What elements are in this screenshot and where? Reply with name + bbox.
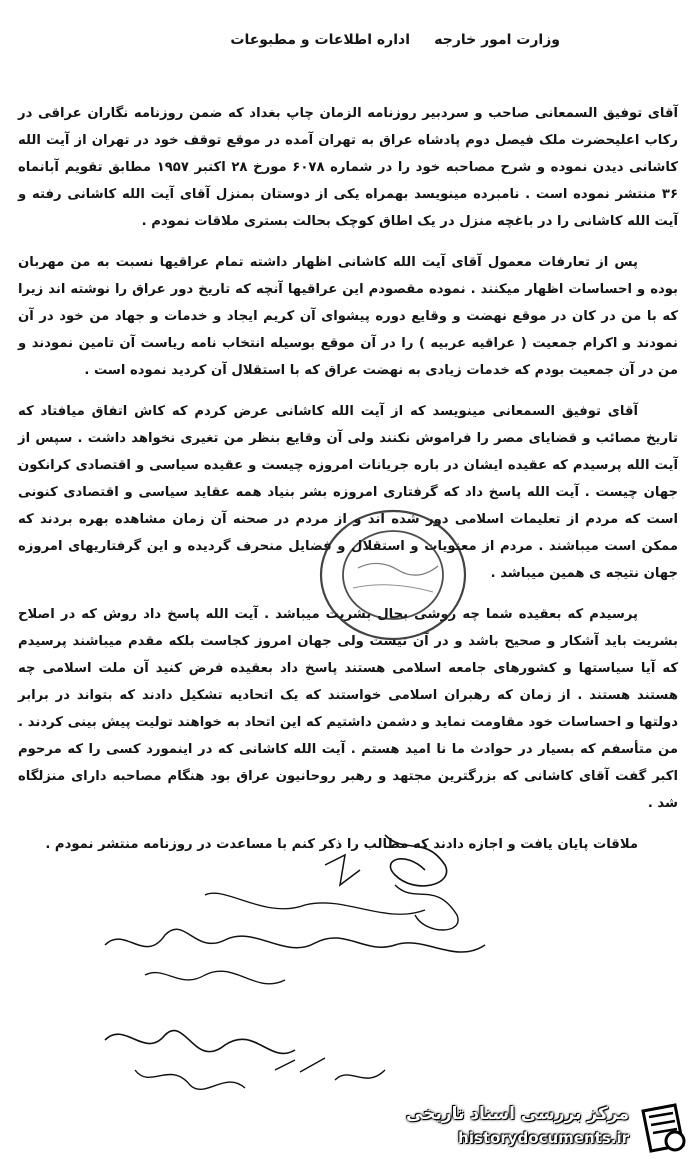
watermark-title: مرکز بررسی اسناد تاریخی <box>406 1104 629 1124</box>
handwritten-annotation <box>95 1010 395 1100</box>
watermark-site: historydocuments.ir <box>458 1129 629 1147</box>
paragraph-3: آقای توفیق السمعانی مینویسد که از آیت الله کاشانی عرض کردم که کاش اتفاق میافتاد که تاریخ مصائب و قضایای مصر را فراموش نکنند ولی آن وقایع بنظر من تغیری نخواهد داشت . سپس از آیت الله پرسیدم که عقیده ایشان در باره جریانات امروزه چیست و عقیده سیاسی و اقتصادی کرانکون جهان چیست . آیت الله پاسخ داد که گرفتاری امروزه بشر بنیاد همه عقاید سیاسی و اقتصادی کنونی است که مردم از تعلیمات اسلامی دور شده اند و از مردم در صحنه آن زمان مشاهده بهره بردند که ممکن است میباشند . مردم از معنویات و استقلال و فضایل منحرف گردیده و این گرفتاریهای امروزه جهان نتیجه ی همین میباشد . <box>18 404 678 581</box>
round-stamp <box>318 508 468 643</box>
paragraph-1: آقای توفیق السمعانی صاحب و سردبیر روزنامه الزمان چاپ بغداد که ضمن روزنامه نگاران عراقی در رکاب اعلیحضرت ملک فیصل دوم پادشاه عراق به تهران آمده در موقع توقف خود در تهران از آیت الله کاشانی دیدن نموده و شرح مصاحبه خود را در شماره ۶۰۷۸ مورخ ۲۸ اکتبر ۱۹۵۷ مطابق تقویم آبانماه ۳۶ منتشر نموده است . نامبرده مینویسد بهمراه یکی از دوستان بمنزل آقای آیت الله کاشانی رفته و آیت الله کاشانی را در باغچه منزل در یک اطاق کوچک بحالت بستری ملاقات نمودم . <box>18 106 678 229</box>
paragraph-2: پس از تعارفات معمول آقای آیت الله کاشانی اظهار داشته تمام عراقیها نسبت به من مهربان بوده و احساسات اظهار میکنند . نموده مقصودم این عراقیها آنچه که تاریخ دور عراق را نوشته اند زیرا که با من در کان در موقع نهضت و وقایع دوره پیشوای آن کریم ایجاد و خدمات و جهاد من خود در آن نمودند و اکرام جمعیت ( عراقیه عربیه ) را در آن موقع بوسیله انتخاب نامه ریاست آن تامین نمودند و من در آن جمعیت بودم که خدمات زیادی به نهضت عراق که با استقلال آن کردید نموده است . <box>18 255 678 378</box>
letter-body <box>18 100 678 872</box>
letterhead <box>180 32 560 62</box>
paragraph-4: پرسیدم که بعقیده شما چه روشی بحال بشریت میباشد . آیت الله پاسخ داد روش که در اصلاح بشریت باید آشکار و صحیح باشد و در آن نیست ولی جهان امروز کجاست بلکه مقدم میباشند پرسیدم که آیا سیاستها و کشورهای جامعه اسلامی هستند پاسخ داد بعقیده فرض کنید آن ملت اسلامی چه هستند هستند . از زمان که رهبران اسلامی خواستند که یک اتحادیه تشکیل دادند که بتواند در برابر دولتها و احساسات خود مقاومت نماید و دشمن داشتیم که این اتحاد به خواهند تولیت پیش بینی کردند . من متأسفم که بسیار در حوادث ما نا امید هستم . آیت الله کاشانی که در اینمورد کسی را که مرحوم اکبر گفت آقای کاشانی که بزرگترین مجتهد و رهبر روحانیون عراق بود هنگام مصاحبه دارای منزلگاه شد . <box>18 607 678 811</box>
signature-scrawl <box>85 825 505 1005</box>
ministry-heading: وزارت امور خارجه <box>434 32 560 48</box>
archive-logo-icon <box>635 1101 691 1153</box>
archive-watermark <box>406 1101 691 1153</box>
office-heading: اداره اطلاعات و مطبوعات <box>230 32 410 48</box>
paragraph-5: ملاقات پایان یافت و اجازه دادند که مطالب را ذکر کنم با مساعدت در روزنامه منتشر نمودم . <box>45 837 638 852</box>
